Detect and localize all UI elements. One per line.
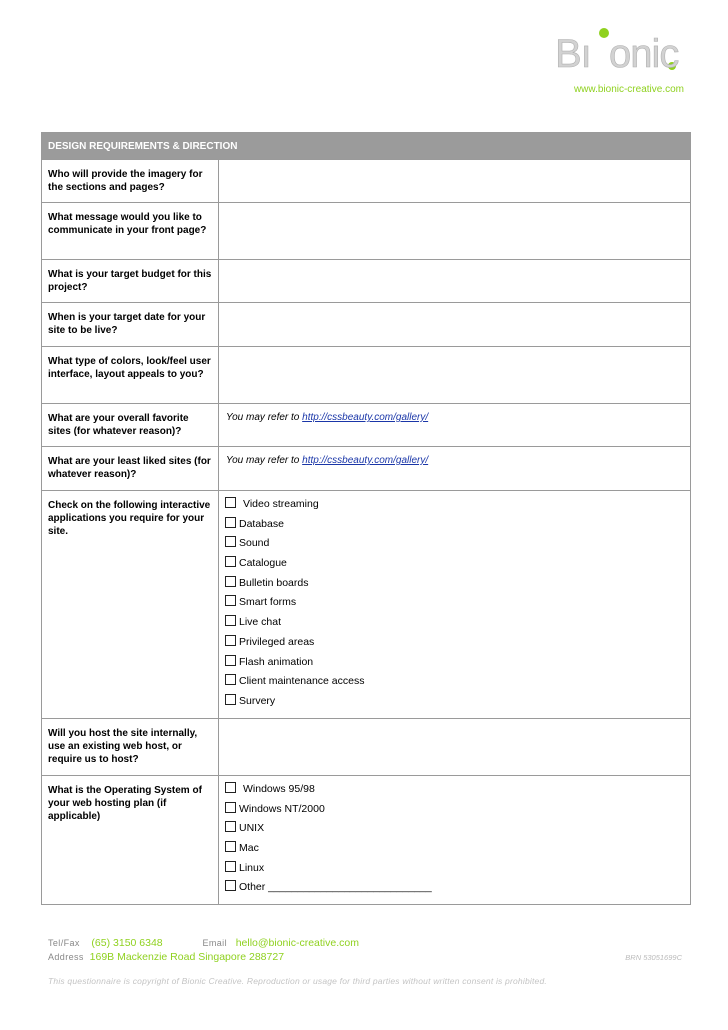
question-label: What are your least liked sites (for whatever reason)? xyxy=(42,447,219,491)
checkbox[interactable] xyxy=(225,635,236,646)
bionic-logo xyxy=(553,24,693,74)
checkbox-label: Privileged areas xyxy=(239,635,315,648)
copyright-notice: This questionnaire is copyright of Bionic Creative. Reproduction or usage for third parties without written consent is prohibited. xyxy=(48,976,547,986)
answer-prefix: You may refer to xyxy=(226,455,303,466)
form-row xyxy=(42,303,691,347)
checkbox-option[interactable] xyxy=(225,800,684,820)
form-row xyxy=(42,719,691,776)
checkbox-label: Other ____________________________ xyxy=(239,881,432,894)
checkbox-option[interactable] xyxy=(225,653,684,673)
svg-text:Bı: Bı xyxy=(555,32,591,74)
checkbox-option[interactable] xyxy=(225,839,684,859)
checkbox-option[interactable] xyxy=(225,878,684,898)
question-label: Check on the following interactive applications you require for your site. xyxy=(42,491,219,719)
checkbox-option[interactable] xyxy=(225,495,684,515)
checkbox[interactable] xyxy=(225,497,236,508)
form-row xyxy=(42,776,691,905)
options-list xyxy=(219,491,691,719)
checkbox-option[interactable] xyxy=(225,780,684,800)
form-row xyxy=(42,491,691,719)
form-row xyxy=(42,404,691,447)
question-label: What message would you like to communicate in your front page? xyxy=(42,203,219,260)
question-label: What type of colors, look/feel user interface, layout appeals to you? xyxy=(42,347,219,404)
checkbox[interactable] xyxy=(225,674,236,685)
checkbox-label: Survery xyxy=(239,694,276,707)
answer-field[interactable] xyxy=(219,404,691,447)
section-header xyxy=(42,133,691,160)
checkbox-label: Linux xyxy=(239,861,265,874)
form-row xyxy=(42,160,691,203)
checkbox-label: Database xyxy=(239,517,284,530)
checkbox[interactable] xyxy=(225,694,236,705)
address-label: Address xyxy=(48,952,84,962)
form-row xyxy=(42,447,691,491)
tel-value: (65) 3150 6348 xyxy=(91,937,163,949)
answer-field[interactable] xyxy=(219,260,691,303)
email-value[interactable]: hello@bionic-creative.com xyxy=(235,937,359,949)
checkbox[interactable] xyxy=(225,821,236,832)
svg-text:onic: onic xyxy=(609,32,679,74)
checkbox[interactable] xyxy=(225,880,236,891)
checkbox[interactable] xyxy=(225,556,236,567)
checkbox-option[interactable] xyxy=(225,613,684,633)
requirements-form xyxy=(41,132,691,905)
gallery-link[interactable]: http://cssbeauty.com/gallery/ xyxy=(302,412,429,423)
form-row xyxy=(42,203,691,260)
checkbox[interactable] xyxy=(225,802,236,813)
tel-label: Tel/Fax xyxy=(48,938,80,948)
checkbox-label: Video streaming xyxy=(243,498,319,510)
checkbox-label: Catalogue xyxy=(239,557,287,570)
checkbox-label: Flash animation xyxy=(239,655,314,668)
checkbox-label: Mac xyxy=(239,842,259,855)
answer-field[interactable] xyxy=(219,719,691,776)
checkbox[interactable] xyxy=(225,536,236,547)
question-label: What are your overall favorite sites (for whatever reason)? xyxy=(42,404,219,447)
checkbox-option[interactable] xyxy=(225,534,684,554)
checkbox-option[interactable] xyxy=(225,672,684,692)
checkbox-label: Windows NT/2000 xyxy=(239,802,325,815)
question-label: Will you host the site internally, use an existing web host, or require us to host? xyxy=(42,719,219,776)
checkbox-option[interactable] xyxy=(225,859,684,879)
question-label: Who will provide the imagery for the sections and pages? xyxy=(42,160,219,203)
question-label: What is the Operating System of your web hosting plan (if applicable) xyxy=(42,776,219,905)
checkbox-option[interactable] xyxy=(225,554,684,574)
question-label: When is your target date for your site to be live? xyxy=(42,303,219,347)
gallery-link[interactable]: http://cssbeauty.com/gallery/ xyxy=(302,455,429,466)
answer-field[interactable] xyxy=(219,203,691,260)
checkbox-option[interactable] xyxy=(225,574,684,594)
checkbox-label: Sound xyxy=(239,537,270,550)
checkbox-label: Smart forms xyxy=(239,596,297,609)
answer-prefix: You may refer to xyxy=(226,412,303,423)
checkbox-label: Windows 95/98 xyxy=(243,783,315,795)
form-row xyxy=(42,347,691,404)
checkbox-option[interactable] xyxy=(225,633,684,653)
email-label: Email xyxy=(202,938,227,948)
checkbox-label: Bulletin boards xyxy=(239,576,309,589)
footer-address xyxy=(48,951,284,963)
answer-field[interactable] xyxy=(219,447,691,491)
checkbox[interactable] xyxy=(225,517,236,528)
checkbox[interactable] xyxy=(225,861,236,872)
checkbox-option[interactable] xyxy=(225,819,684,839)
footer-contact xyxy=(48,937,359,949)
options-list xyxy=(219,776,691,905)
question-label: What is your target budget for this project? xyxy=(42,260,219,303)
address-value: 169B Mackenzie Road Singapore 288727 xyxy=(89,951,285,963)
checkbox-option[interactable] xyxy=(225,692,684,712)
checkbox-label: Live chat xyxy=(239,616,282,629)
checkbox[interactable] xyxy=(225,655,236,666)
checkbox[interactable] xyxy=(225,576,236,587)
checkbox[interactable] xyxy=(225,782,236,793)
website-url[interactable]: www.bionic-creative.com xyxy=(573,84,684,95)
checkbox-option[interactable] xyxy=(225,515,684,535)
checkbox-label: UNIX xyxy=(239,822,265,835)
checkbox-option[interactable] xyxy=(225,593,684,613)
checkbox[interactable] xyxy=(225,841,236,852)
checkbox[interactable] xyxy=(225,615,236,626)
checkbox-label: Client maintenance access xyxy=(239,675,365,688)
brn-number: BRN 53051699C xyxy=(625,953,682,962)
answer-field[interactable] xyxy=(219,347,691,404)
form-row xyxy=(42,260,691,303)
answer-field[interactable] xyxy=(219,160,691,203)
checkbox[interactable] xyxy=(225,595,236,606)
answer-field[interactable] xyxy=(219,303,691,347)
section-title: DESIGN REQUIREMENTS & DIRECTION xyxy=(42,133,691,160)
